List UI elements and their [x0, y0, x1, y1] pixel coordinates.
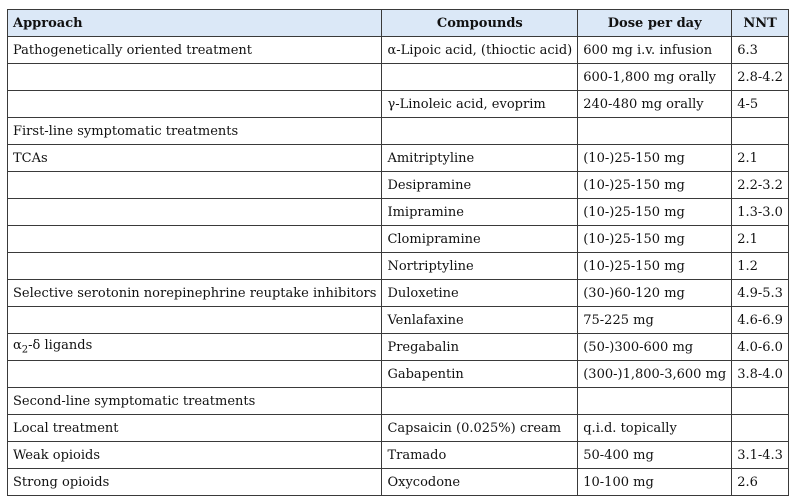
dose-cell: (30-)60-120 mg	[578, 280, 732, 307]
header-nnt: NNT	[732, 10, 789, 37]
treatment-table	[7, 9, 789, 496]
dose-cell: 10-100 mg	[578, 469, 732, 496]
table-row	[8, 253, 789, 280]
header-row	[8, 10, 789, 37]
table-row	[8, 64, 789, 91]
nnt-cell: 4.9-5.3	[732, 280, 789, 307]
dose-cell: (10-)25-150 mg	[578, 226, 732, 253]
nnt-cell	[732, 388, 789, 415]
compound-cell	[382, 118, 578, 145]
nnt-cell: 1.3-3.0	[732, 199, 789, 226]
approach-cell: Weak opioids	[8, 442, 382, 469]
compound-cell: Amitriptyline	[382, 145, 578, 172]
header-approach: Approach	[8, 10, 382, 37]
table-row	[8, 469, 789, 496]
table-row	[8, 280, 789, 307]
dose-cell: (10-)25-150 mg	[578, 253, 732, 280]
approach-cell	[8, 172, 382, 199]
dose-cell: 600 mg i.v. infusion	[578, 37, 732, 64]
dose-cell: (10-)25-150 mg	[578, 199, 732, 226]
dose-cell	[578, 388, 732, 415]
table-row	[8, 226, 789, 253]
compound-cell	[382, 388, 578, 415]
dose-cell: (50-)300-600 mg	[578, 334, 732, 361]
table-row	[8, 199, 789, 226]
compound-cell: Nortriptyline	[382, 253, 578, 280]
approach-cell: TCAs	[8, 145, 382, 172]
table-body	[8, 37, 789, 496]
approach-cell	[8, 226, 382, 253]
nnt-cell: 1.2	[732, 253, 789, 280]
dose-cell: (300-)1,800-3,600 mg	[578, 361, 732, 388]
nnt-cell	[732, 118, 789, 145]
compound-cell: Tramado	[382, 442, 578, 469]
approach-cell: $\alpha_2-\delta$ ligands	[8, 334, 382, 361]
header-dose: Dose per day	[578, 10, 732, 37]
compound-cell: Capsaicin (0.025%) cream	[382, 415, 578, 442]
approach-cell: First-line symptomatic treatments	[8, 118, 382, 145]
nnt-cell: 2.1	[732, 145, 789, 172]
compound-cell	[382, 64, 578, 91]
compound-cell: Imipramine	[382, 199, 578, 226]
approach-cell	[8, 91, 382, 118]
table-row	[8, 118, 789, 145]
dose-cell: (10-)25-150 mg	[578, 172, 732, 199]
dose-cell: 75-225 mg	[578, 307, 732, 334]
approach-cell: Second-line symptomatic treatments	[8, 388, 382, 415]
nnt-cell: 2.8-4.2	[732, 64, 789, 91]
compound-cell: Oxycodone	[382, 469, 578, 496]
approach-cell	[8, 361, 382, 388]
nnt-cell: 3.1-4.3	[732, 442, 789, 469]
nnt-cell: 3.8-4.0	[732, 361, 789, 388]
dose-cell: (10-)25-150 mg	[578, 145, 732, 172]
dose-cell: 600-1,800 mg orally	[578, 64, 732, 91]
approach-cell: Strong opioids	[8, 469, 382, 496]
approach-cell: Pathogenetically oriented treatment	[8, 37, 382, 64]
table-row	[8, 388, 789, 415]
compound-cell: Duloxetine	[382, 280, 578, 307]
nnt-cell: 6.3	[732, 37, 789, 64]
nnt-cell	[732, 415, 789, 442]
nnt-cell: 2.1	[732, 226, 789, 253]
compound-cell: Venlafaxine	[382, 307, 578, 334]
approach-cell	[8, 307, 382, 334]
compound-cell: Clomipramine	[382, 226, 578, 253]
header-compounds: Compounds	[382, 10, 578, 37]
compound-cell: Desipramine	[382, 172, 578, 199]
table-row	[8, 145, 789, 172]
table-row	[8, 307, 789, 334]
dose-cell: q.i.d. topically	[578, 415, 732, 442]
approach-cell	[8, 199, 382, 226]
nnt-cell: 4.0-6.0	[732, 334, 789, 361]
compound-cell: Gabapentin	[382, 361, 578, 388]
dose-cell: 240-480 mg orally	[578, 91, 732, 118]
nnt-cell: 2.2-3.2	[732, 172, 789, 199]
table-row	[8, 91, 789, 118]
table-row	[8, 172, 789, 199]
nnt-cell: 2.6	[732, 469, 789, 496]
compound-cell: γ-Linoleic acid, evoprim	[382, 91, 578, 118]
table-row	[8, 37, 789, 64]
dose-cell	[578, 118, 732, 145]
table-row	[8, 442, 789, 469]
dose-cell: 50-400 mg	[578, 442, 732, 469]
approach-cell: Selective serotonin norepinephrine reuptake inhibitors	[8, 280, 382, 307]
approach-cell: Local treatment	[8, 415, 382, 442]
compound-cell: Pregabalin	[382, 334, 578, 361]
approach-cell	[8, 64, 382, 91]
approach-cell	[8, 253, 382, 280]
nnt-cell: 4-5	[732, 91, 789, 118]
nnt-cell: 4.6-6.9	[732, 307, 789, 334]
compound-cell: α-Lipoic acid, (thioctic acid)	[382, 37, 578, 64]
table-row	[8, 334, 789, 361]
table-row	[8, 415, 789, 442]
table-row	[8, 361, 789, 388]
